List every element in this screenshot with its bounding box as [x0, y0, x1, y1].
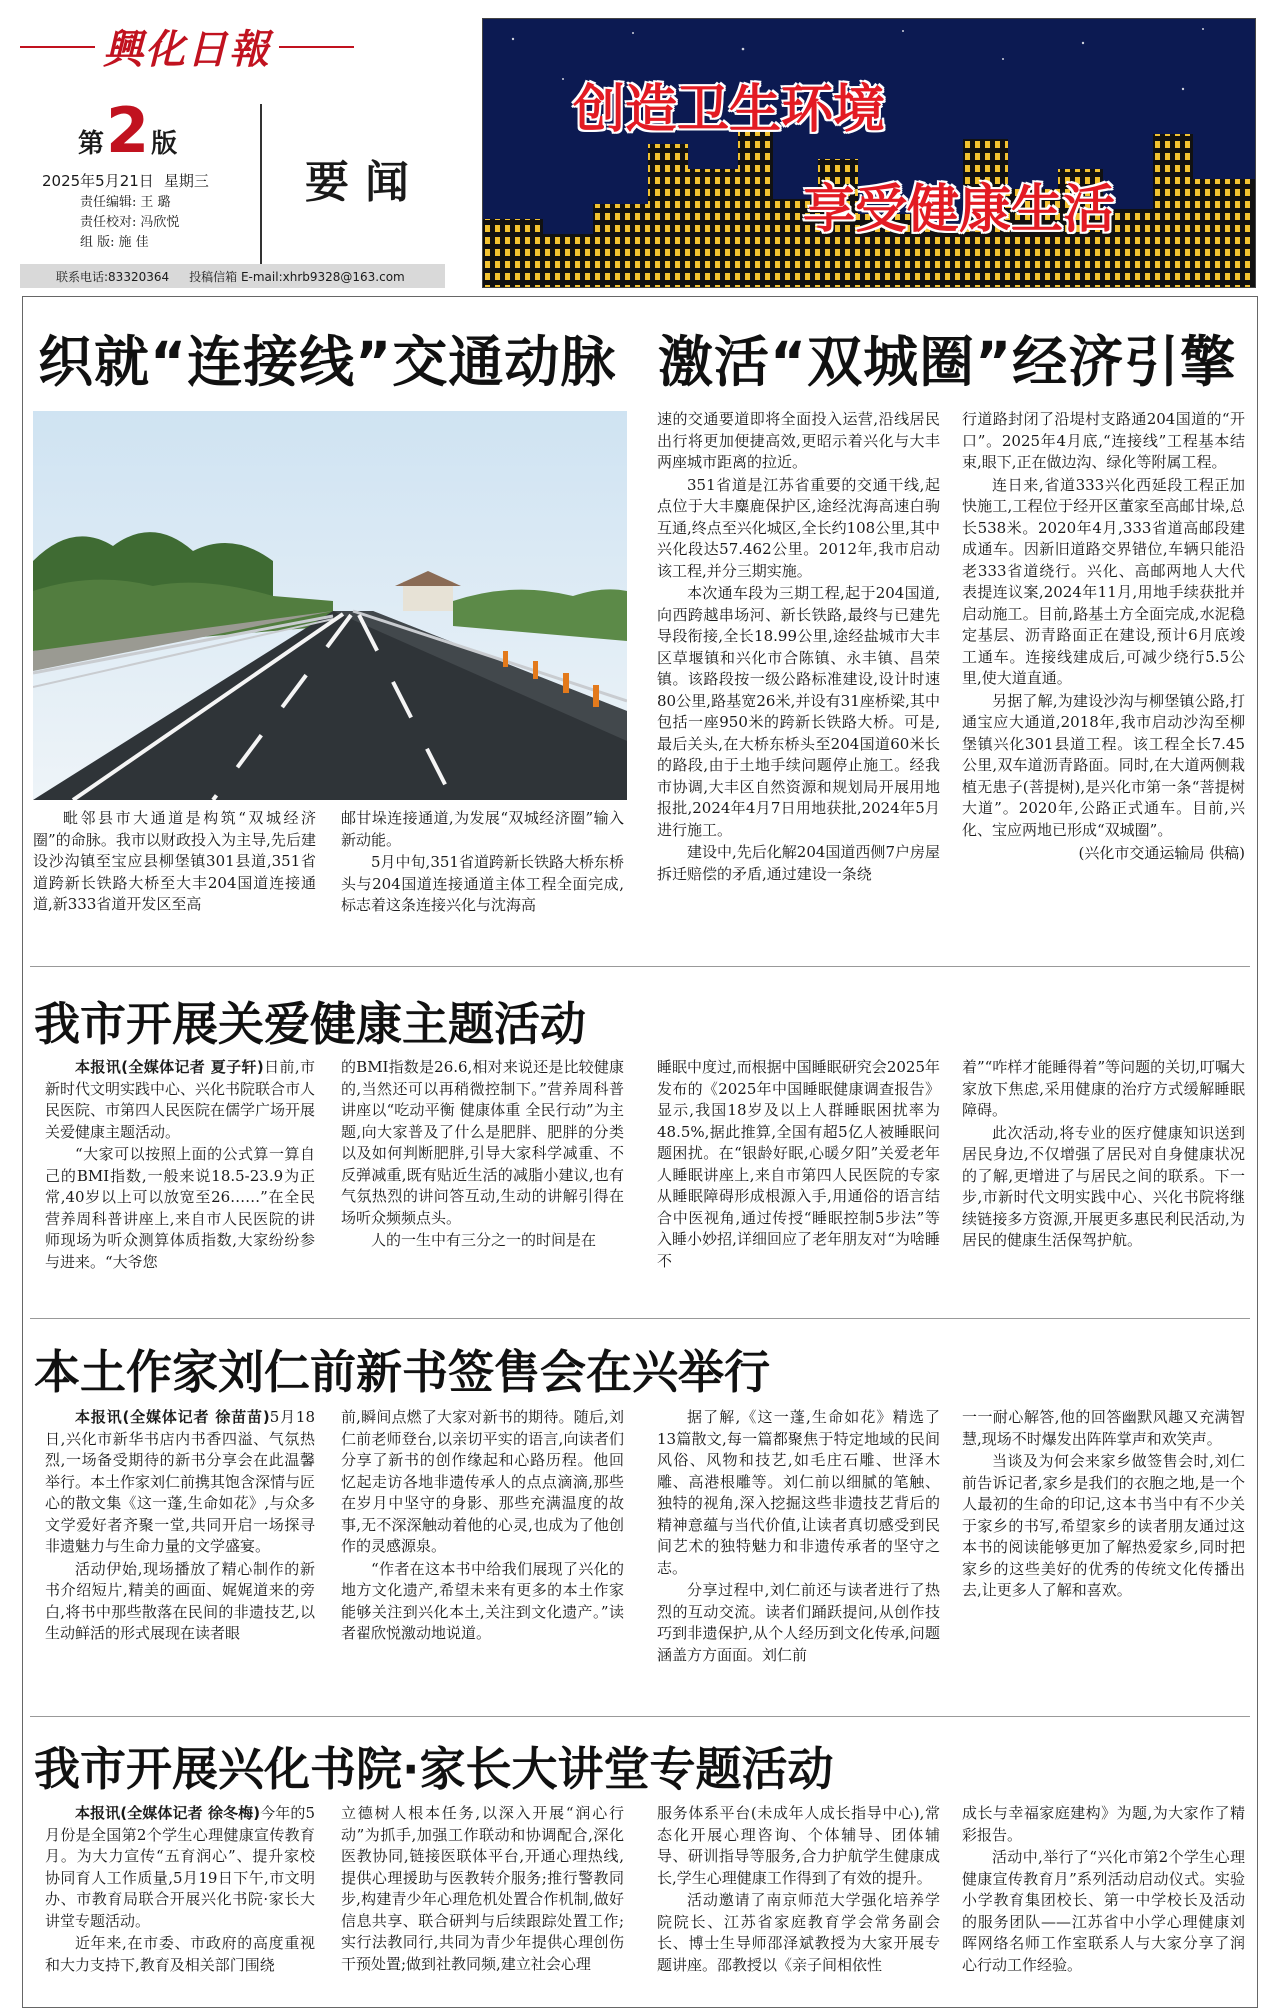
article1-headline-left: 织就“连接线”交通动脉: [38, 330, 617, 394]
paragraph: [45, 1407, 315, 1558]
paragraph: 本次通车段为三期工程,起于204国道,向西跨越串场河、新长铁路,最终与已建先导段衔接,全长18.99公里,途经盐城市大丰区草堰镇和兴化市合陈镇、永丰镇、昌荣镇。该路段按一级公路标准建设,设计时速80公里,路基宽26米,并设有31座桥梁,其中包括一座950米的跨新长铁路大桥。可是,最后关头,在大桥东桥头至204国道60米长的路段,由于土地手续问题停止施工。经我市协调,大丰区自然资源和规划局开展用地报批,2024年4月7日用地获批,2024年5月进行施工。: [657, 584, 940, 839]
article4-col2: [341, 1803, 624, 1976]
edition-suffix: 版: [151, 129, 178, 159]
article1-headline-right: 激活“双城圈”经济引擎: [658, 330, 1237, 394]
paragraph: 建设中,先后化解204国道西侧7户房屋拆迁赔偿的矛盾,通过建设一条绕: [657, 843, 940, 883]
article3-col2: [341, 1407, 624, 1646]
contact-bar: [20, 264, 445, 288]
edition-prefix: 第: [78, 129, 105, 159]
editor-line: [80, 193, 179, 213]
article2-col4: [962, 1057, 1245, 1253]
paragraph-text: 5月18日,兴化市新华书店内书香四溢、气氛热烈,一场备受期待的新书分享会在此温馨举行。本土作家刘仁前携其饱含深情与匠心的散文集《这一蓬,生命如花》,与众多文学爱好者齐聚一堂,共同开启一场探寻非遗魅力与生命力量的文学盛宴。: [45, 1408, 316, 1555]
paragraph: 立德树人根本任务,以深入开展“润心行动”为抓手,加强工作联动和协调配合,深化医教协同,链接医联体平台,开通心理热线,提供心理援助与医教转介服务;推行警教同步,构建青少年心理危机处置合作机制,做好信息共享、联合研判与后续跟踪处置工作;实行法教同行,共同为青少年提供心理创伤干预处置;做到社教同频,建立社会心理: [341, 1804, 624, 1973]
banner-slogan-line2: 享受健康生活: [803, 180, 1116, 240]
edition-digit: 2: [106, 94, 150, 167]
editor-line: [80, 213, 179, 233]
article4-col1: [45, 1803, 315, 1977]
section-divider: [30, 1318, 1250, 1319]
brand-rule-left: [20, 46, 95, 48]
paragraph: “作者在这本书中给我们展现了兴化的地方文化遗产,希望未来有更多的本土作家能够关注到兴化本土,关注到文化遗产。”读者翟欣悦激动地说道。: [341, 1559, 624, 1642]
paragraph: 速的交通要道即将全面投入运营,沿线居民出行将更加便捷高效,更昭示着兴化与大丰两座城市距离的拉近。: [657, 410, 940, 471]
public-service-banner: [482, 18, 1256, 288]
article3-col1: [45, 1407, 315, 1646]
article-lead: 本报讯(全媒体记者 徐苗苗): [75, 1408, 270, 1426]
editor-credits: [80, 193, 179, 253]
masthead-divider: [260, 104, 262, 274]
weekday-text: 星期三: [163, 172, 209, 190]
paragraph: [45, 1803, 315, 1932]
article1-col4: [962, 409, 1245, 865]
paragraph: 分享过程中,刘仁前还与读者进行了热烈的互动交流。读者们踊跃提问,从创作技巧到非遗保护,从个人经历到文化传承,问题涵盖方方面面。刘仁前: [657, 1581, 940, 1664]
article4-headline: 我市开展兴化书院·家长大讲堂专题活动: [34, 1742, 834, 1796]
editor-line: [80, 233, 179, 253]
article2-col3: [657, 1057, 940, 1273]
paragraph: 活动邀请了南京师范大学强化培养学院院长、江苏省家庭教育学会常务副会长、博士生导师邵泽斌教授为大家开展专题讲座。邵教授以《亲子间相依性: [657, 1891, 940, 1974]
paragraph: 毗邻县市大通道是构筑“双城经济圈”的命脉。我市以财政投入为主导,先后建设沙沟镇至宝应县柳堡镇301县道,351省道跨新长铁路大桥至大丰204国道连接通道,新333省道开发区至高: [33, 809, 316, 913]
paragraph: 活动伊始,现场播放了精心制作的新书介绍短片,精美的画面、娓娓道来的旁白,将书中那些散落在民间的非遗技艺,以生动鲜活的形式展现在读者眼: [45, 1559, 315, 1642]
article3-col4: [962, 1407, 1245, 1603]
contact-phone: 联系电话:83320364: [56, 270, 170, 284]
paragraph: 另据了解,为建设沙沟与柳堡镇公路,打通宝应大通道,2018年,我市启动沙沟至柳堡镇兴化301县道工程。该工程全长7.45公里,双车道沥青路面。同时,在大道两侧栽植无患子(菩提树),是兴化市第一条“菩提树大道”。2020年,公路正式通车。目前,兴化、宝应两地已形成“双城圈”。: [962, 691, 1245, 839]
brand-row: [20, 18, 445, 75]
section-divider: [30, 1716, 1250, 1717]
masthead: [20, 18, 445, 290]
article1-col3: [657, 409, 940, 886]
paragraph: 此次活动,将专业的医疗健康知识送到居民身边,不仅增强了居民对自身健康状况的了解,更增进了与居民之间的联系。下一步,市新时代文明实践中心、兴化书院将继续链接多方资源,开展更多惠民利民活动,为居民的健康生活保驾护航。: [962, 1123, 1245, 1249]
paragraph: 着”“咋样才能睡得着”等问题的关切,叮嘱大家放下焦虑,采用健康的治疗方式缓解睡眠障碍。: [962, 1058, 1245, 1119]
paragraph: 近年来,在市委、市政府的高度重视和大力支持下,教育及相关部门围绕: [45, 1934, 315, 1974]
brand-rule-right: [279, 46, 354, 48]
article-credit: (兴化市交通运输局 供稿): [1078, 844, 1245, 862]
paragraph: 连日来,省道333兴化西延段工程正加快施工,工程位于经开区董家至高邮甘垛,总长538米。2020年4月,333省道高邮段建成通车。因新旧道路交界错位,车辆只能沿老333省道绕行。兴化、高邮两地人大代表提连议案,2024年11月,用地手续获批并启动施工。目前,路基土方全面完成,水泥稳定基层、沥青路面正在建设,预计6月底竣工通车。连接线建成后,可减少绕行5.5公里,使大道直通。: [962, 475, 1245, 687]
paragraph: 人的一生中有三分之一的时间是在: [371, 1231, 597, 1249]
paragraph: [45, 1057, 315, 1143]
paragraph: 当谈及为何会来家乡做签售会时,刘仁前告诉记者,家乡是我们的衣胞之地,是一个人最初的生命的印记,这本书当中有不少关于家乡的书写,希望家乡的读者朋友通过这本书的阅读能够更加了解热爱家乡,同时把家乡的这些美好的优秀的传统文化传播出去,让更多人了解和喜欢。: [962, 1452, 1245, 1599]
newspaper-logo: 興化日報: [103, 26, 271, 73]
paragraph: 活动中,举行了“兴化市第2个学生心理健康宣传教育月”系列活动启动仪式。实验小学教育集团校长、第一中学校长及活动的服务团队——江苏省中小学心理健康刘晖网络名师工作室联系人与大家分享了润心行动工作经验。: [962, 1848, 1245, 1974]
paragraph: 睡眠中度过,而根据中国睡眠研究会2025年发布的《2025年中国睡眠健康调查报告》显示,我国18岁及以上人群睡眠困扰率为48.5%,据此推算,全国有超5亿人被睡眠问题困扰。在“银龄好眠,心暖夕阳”关爱老年人睡眠讲座上,来自市第四人民医院的专家从睡眠障碍形成根源入手,用通俗的语言结合中医视角,通过传授“睡眠控制5步法”等入睡小妙招,详细回应了老年朋友对“为啥睡不: [657, 1058, 940, 1270]
paragraph: 服务体系平台(未成年人成长指导中心),常态化开展心理咨询、个体辅导、团体辅导、研训指导等服务,合力护航学生健康成长,学生心理健康工作得到了有效的提升。: [657, 1804, 940, 1887]
article1-col1: [33, 808, 316, 917]
paragraph: “大家可以按照上面的公式算一算自己的BMI指数,一般来说18.5-23.9为正常,40岁以上可以放宽至26……”在全民营养周科普讲座上,来自市人民医院的讲师现场为听众测算体质指数,大家纷纷参与进来。“大爷您: [45, 1145, 315, 1271]
article-lead: 本报讯(全媒体记者 夏子轩): [75, 1058, 264, 1076]
date-text: 2025年5月21日: [42, 172, 154, 190]
article3-col3: [657, 1407, 940, 1667]
edition-number: [78, 94, 178, 167]
highway-photo: [33, 411, 627, 800]
editor-name: 冯欣悦: [140, 215, 180, 230]
paragraph: 5月中旬,351省道跨新长铁路大桥东桥头与204国道连接通道主体工程全面完成,标志着这条连接兴化与沈海高: [341, 853, 624, 914]
paragraph: 一一耐心解答,他的回答幽默风趣又充满智慧,现场不时爆发出阵阵掌声和欢笑声。: [962, 1408, 1245, 1448]
paragraph: 据了解,《这一蓬,生命如花》精选了13篇散文,每一篇都聚焦于特定地域的民间风俗、风物和技艺,如毛庄石雕、世泽木雕、高港根雕等。刘仁前以细腻的笔触、独特的视角,深入挖掘这些非遗技艺背后的精神意蕴与当代价值,让读者真切感受到民间艺术的独特魅力和非遗传承者的坚守之志。: [657, 1408, 940, 1577]
paragraph: 邮甘垛连接通道,为发展“双城经济圈”输入新动能。: [341, 809, 624, 849]
editor-role: 责任校对:: [80, 215, 137, 230]
section-divider: [30, 966, 1250, 967]
article2-col2: [341, 1057, 624, 1253]
section-title: 要闻: [305, 157, 425, 208]
issue-date: [42, 170, 209, 191]
editor-role: 组 版:: [80, 235, 115, 250]
editor-name: 施 佳: [118, 235, 149, 250]
paragraph: 的BMI指数是26.6,相对来说还是比较健康的,当然还可以再稍微控制下。”营养周科普讲座以“吃动平衡 健康体重 全民行动”为主题,向大家普及了什么是肥胖、肥胖的分类以及如何判断肥胖,引导大家科学减重、不反弹减重,既有贴近生活的减脂小建议,也有气氛热烈的讲问答互动,生动的讲解引得在场听众频频点头。: [341, 1058, 624, 1227]
paragraph: 351省道是江苏省重要的交通干线,起点位于大丰麋鹿保护区,途经沈海高速白驹互通,终点至兴化城区,全长约108公里,其中兴化段达57.462公里。2012年,我市启动该工程,并分三期实施。: [657, 475, 940, 580]
article1-col2: [341, 808, 624, 918]
paragraph: 成长与幸福家庭建构》为题,为大家作了精彩报告。: [962, 1804, 1245, 1844]
city-night-skyline: [483, 19, 1256, 288]
article2-headline: 我市开展关爱健康主题活动: [34, 997, 586, 1051]
contact-email: 投稿信箱 E-mail:xhrb9328@163.com: [189, 270, 405, 284]
paragraph: 前,瞬间点燃了大家对新书的期待。随后,刘仁前老师登台,以亲切平实的语言,向读者们分享了新书的创作缘起和心路历程。他回忆起走访各地非遗传承人的点点滴滴,那些在岁月中坚守的身影、那些充满温度的故事,无不深深触动着他的心灵,也成为了他创作的灵感源泉。: [341, 1408, 624, 1555]
editor-role: 责任编辑:: [80, 195, 137, 210]
article2-col1: [45, 1057, 315, 1274]
paragraph: 行道路封闭了沿堤村支路通204国道的“开口”。2025年4月底,“连接线”工程基本结束,眼下,正在做边沟、绿化等附属工程。: [962, 410, 1245, 471]
paragraph-text: 今年的5月份是全国第2个学生心理健康宣传教育月。为大力宣传“五育润心”、提升家校协同育人工作质量,5月19日下午,市文明办、市教育局联合开展兴化书院·家长大讲堂专题活动。: [45, 1804, 315, 1930]
article3-headline: 本土作家刘仁前新书签售会在兴举行: [34, 1345, 770, 1399]
article4-col4: [962, 1803, 1245, 1977]
article4-col3: [657, 1803, 940, 1977]
paragraph-text: 日前,市新时代文明实践中心、兴化书院联合市人民医院、市第四人民医院在儒学广场开展关爱健康主题活动。: [45, 1058, 316, 1141]
editor-name: 王 璐: [140, 195, 171, 210]
article-lead: 本报讯(全媒体记者 徐冬梅): [75, 1804, 261, 1822]
banner-slogan-line1: 创造卫生环境: [573, 80, 886, 140]
highway-illustration: [33, 411, 627, 800]
